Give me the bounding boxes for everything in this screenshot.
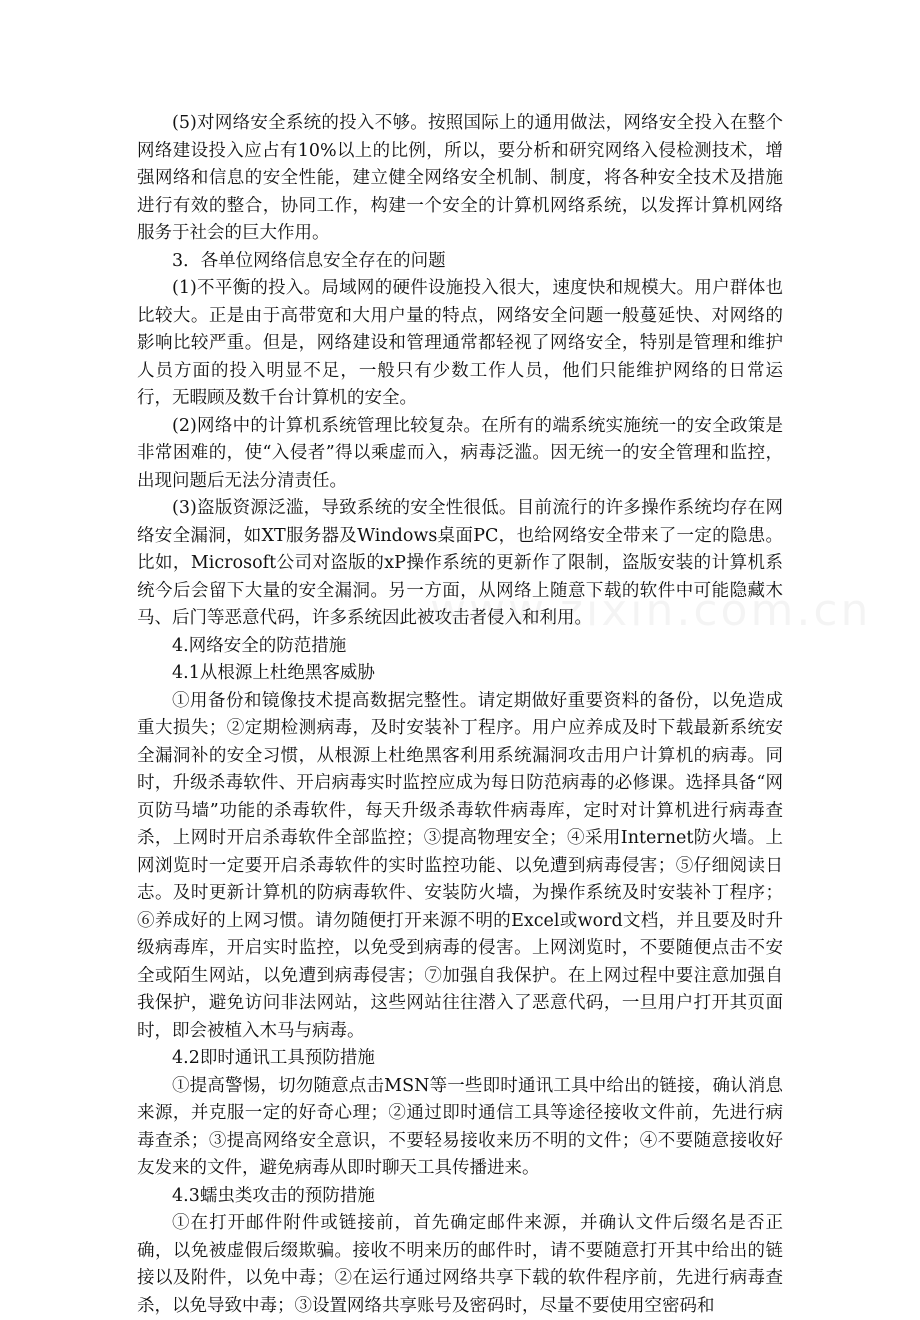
paragraph-im-measures: ①提高警惕，切勿随意点击MSN等一些即时通讯工具中给出的链接，确认消息来源，并克服一定的好奇心理；②通过即时通信工具等途径接收文件前，先进行病毒查杀；③提高网络安全意识，不要轻易接收来历不明的文件；④不要随意接收好友发来的文件，避免病毒从即时聊天工具传播进来。 bbox=[137, 1075, 783, 1178]
section-heading-3: 3．各单位网络信息安全存在的问题 bbox=[172, 250, 446, 271]
subsection-heading-4-1: 4.1从根源上杜绝黑客威胁 bbox=[172, 663, 375, 683]
section-heading-4: 4.网络安全的防范措施 bbox=[172, 635, 347, 656]
subsection-heading-4-3: 4.3蠕虫类攻击的预防措施 bbox=[172, 1185, 375, 1206]
paragraph-worm-measures: ①在打开邮件附件或链接前，首先确定邮件来源，并确认文件后缀名是否正确，以免被虚假后缀欺骗。接收不明来历的邮件时，请不要随意打开其中给出的链接以及附件，以免中毒；②在运行通过网络共享下载的软件程序前，先进行病毒查杀，以免导致中毒；③设置网络共享账号及密码时，尽量不要使用空密码和 bbox=[137, 1213, 783, 1316]
paragraph-piracy: (3)盗版资源泛滥，导致系统的安全性很低。目前流行的许多操作系统均存在网络安全漏洞，如XT服务器及Windows桌面PC，也给网络安全带来了一定的隐患。比如，Microsoft公司对盗版的xP操作系统的更新作了限制，盗版安装的计算机系统今后会留下大量的安全漏洞。另一方面，从网络上随意下载的软件中可能隐藏木马、后门等恶意代码，许多系统因此被攻击者侵入和利用。 bbox=[137, 498, 783, 628]
paragraph-unbalanced-investment: (1)不平衡的投入。局域网的硬件设施投入很大，速度快和规模大。用户群体也比较大。正是由于高带宽和大用户量的特点，网络安全问题一般蔓延快、对网络的影响比较严重。但是，网络建设和管理通常都轻视了网络安全，特别是管理和维护人员方面的投入明显不足，一般只有少数工作人员，他们只能维护网络的日常运行，无暇顾及数千台计算机的安全。 bbox=[137, 278, 783, 408]
document-body bbox=[137, 110, 783, 1320]
paragraph-investment-insufficient: (5)对网络安全系统的投入不够。按照国际上的通用做法，网络安全投入在整个网络建设投入应占有10%以上的比例，所以，要分析和研究网络入侵检测技术，增强网络和信息的安全性能，建立健全网络安全机制、制度，将各种安全技术及措施进行有效的整合，协同工作，构建一个安全的计算机网络系统，以发挥计算机网络服务于社会的巨大作用。 bbox=[137, 113, 783, 243]
paragraph-hacker-measures: ①用备份和镜像技术提高数据完整性。请定期做好重要资料的备份，以免造成重大损失；②定期检测病毒，及时安装补丁程序。用户应养成及时下载最新系统安全漏洞补的安全习惯，从根源上杜绝黑客利用系统漏洞攻击用户计算机的病毒。同时，升级杀毒软件、开启病毒实时监控应成为每日防范病毒的必修课。选择具备“网页防马墙”功能的杀毒软件，每天升级杀毒软件病毒库，定时对计算机进行病毒查杀，上网时开启杀毒软件全部监控；③提高物理安全；④采用Internet防火墙。上网浏览时一定要开启杀毒软件的实时监控功能、以免遭到病毒侵害；⑤仔细阅读日志。及时更新计算机的防病毒软件、安装防火墙，为操作系统及时安装补丁程序；⑥养成好的上网习惯。请勿随便打开来源不明的Excel或word文档，并且要及时升级病毒库，开启实时监控，以免受到病毒的侵害。上网浏览时，不要随便点击不安全或陌生网站，以免遭到病毒侵害；⑦加强自我保护。在上网过程中要注意加强自我保护，避免访问非法网站，这些网站往往潜入了恶意代码，一旦用户打开其页面时，即会被植入木马与病毒。 bbox=[137, 690, 783, 1041]
paragraph-complex-management: (2)网络中的计算机系统管理比较复杂。在所有的端系统实施统一的安全政策是非常困难的，使“入侵者”得以乘虚而入，病毒泛滥。因无统一的安全管理和监控，出现问题后无法分清责任。 bbox=[137, 415, 783, 491]
subsection-heading-4-2: 4.2即时通讯工具预防措施 bbox=[172, 1048, 375, 1068]
